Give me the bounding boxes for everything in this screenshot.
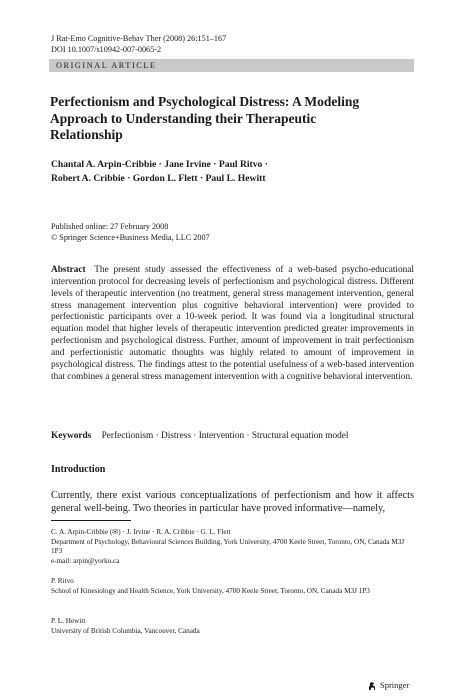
abstract-label: Abstract [51, 265, 86, 275]
affiliation-2 [51, 577, 414, 596]
author-list [51, 158, 381, 186]
affiliation-email[interactable]: e-mail: arpin@yorku.ca [51, 556, 120, 565]
abstract-text: The present study assessed the effectiveness of a web-based psycho-educational intervention protocol for decreasing levels of perfectionism and psychological distress. Different levels of therapeutic intervention (no treatment, general stress management intervention, general stress management intervention plus cognitive behavioral intervention) were provided to perfectionistic participants over a 10-week period. It was found via a longitudinal structural equation model that higher levels of therapeutic intervention predicted greater improvements in perfectionism and psychological distress. Further, amount of improvement in trait perfectionism and perfectionistic automatic thoughts was highly related to amount of improvement in psychological distress. The findings attest to the potential usefulness of a web-based intervention that combines a general stress management intervention with a cognitive behavioral intervention. [51, 265, 415, 382]
keywords-label: Keywords [51, 431, 92, 441]
journal-citation: J Rat-Emo Cognitive-Behav Ther (2008) 26:151–167 [51, 34, 227, 43]
doi[interactable]: DOI 10.1007/s10942-007-0065-2 [51, 45, 162, 54]
footnote-divider [51, 520, 131, 521]
introduction-heading: Introduction [51, 464, 106, 475]
affiliation-names: C. A. Arpin-Cribbie (✉) · J. Irvine · R. A. Cribbie · G. L. Flett [51, 528, 231, 536]
abstract-section [51, 265, 414, 383]
affiliation-address: University of British Columbia, Vancouver, Canada [51, 626, 200, 635]
affiliation-names: P. L. Hewitt [51, 617, 86, 625]
publisher-name: Springer [380, 680, 410, 690]
keywords-section [51, 430, 348, 442]
published-online: Published online: 27 February 2008 [51, 222, 169, 231]
affiliation-address: School of Kinesiology and Health Science, York University, 4700 Keele Street, Toronto, ON, Canada M3J 1P3 [51, 586, 370, 595]
author-line-1: Chantal A. Arpin-Cribbie · Jane Irvine · Paul Ritvo · [51, 159, 268, 170]
springer-horse-icon [367, 681, 377, 691]
introduction-text: Currently, there exist various conceptualizations of perfectionism and how it affects general well-being. Two theories in particular have proved informative—namely, [51, 490, 414, 514]
paper-title: Perfectionism and Psychological Distress: A Modeling Approach to Understanding their Therapeutic Relationship [50, 94, 360, 142]
affiliation-names: P. Ritvo [51, 577, 74, 585]
author-line-2: Robert A. Cribbie · Gordon L. Flett · Paul L. Hewitt [51, 173, 266, 184]
copyright-notice: © Springer Science+Business Media, LLC 2007 [51, 233, 210, 242]
keywords-text: Perfectionism · Distress · Intervention · Structural equation model [101, 431, 349, 441]
affiliation-1 [51, 528, 414, 566]
affiliation-address: Department of Psychology, Behavioural Sciences Building, York University, 4700 Keele Street, Toronto, ON, Canada M3J 1P3 [51, 537, 405, 556]
affiliation-3 [51, 617, 414, 636]
article-type-label: ORIGINAL ARTICLE [56, 61, 157, 70]
publisher-logo [367, 680, 409, 691]
